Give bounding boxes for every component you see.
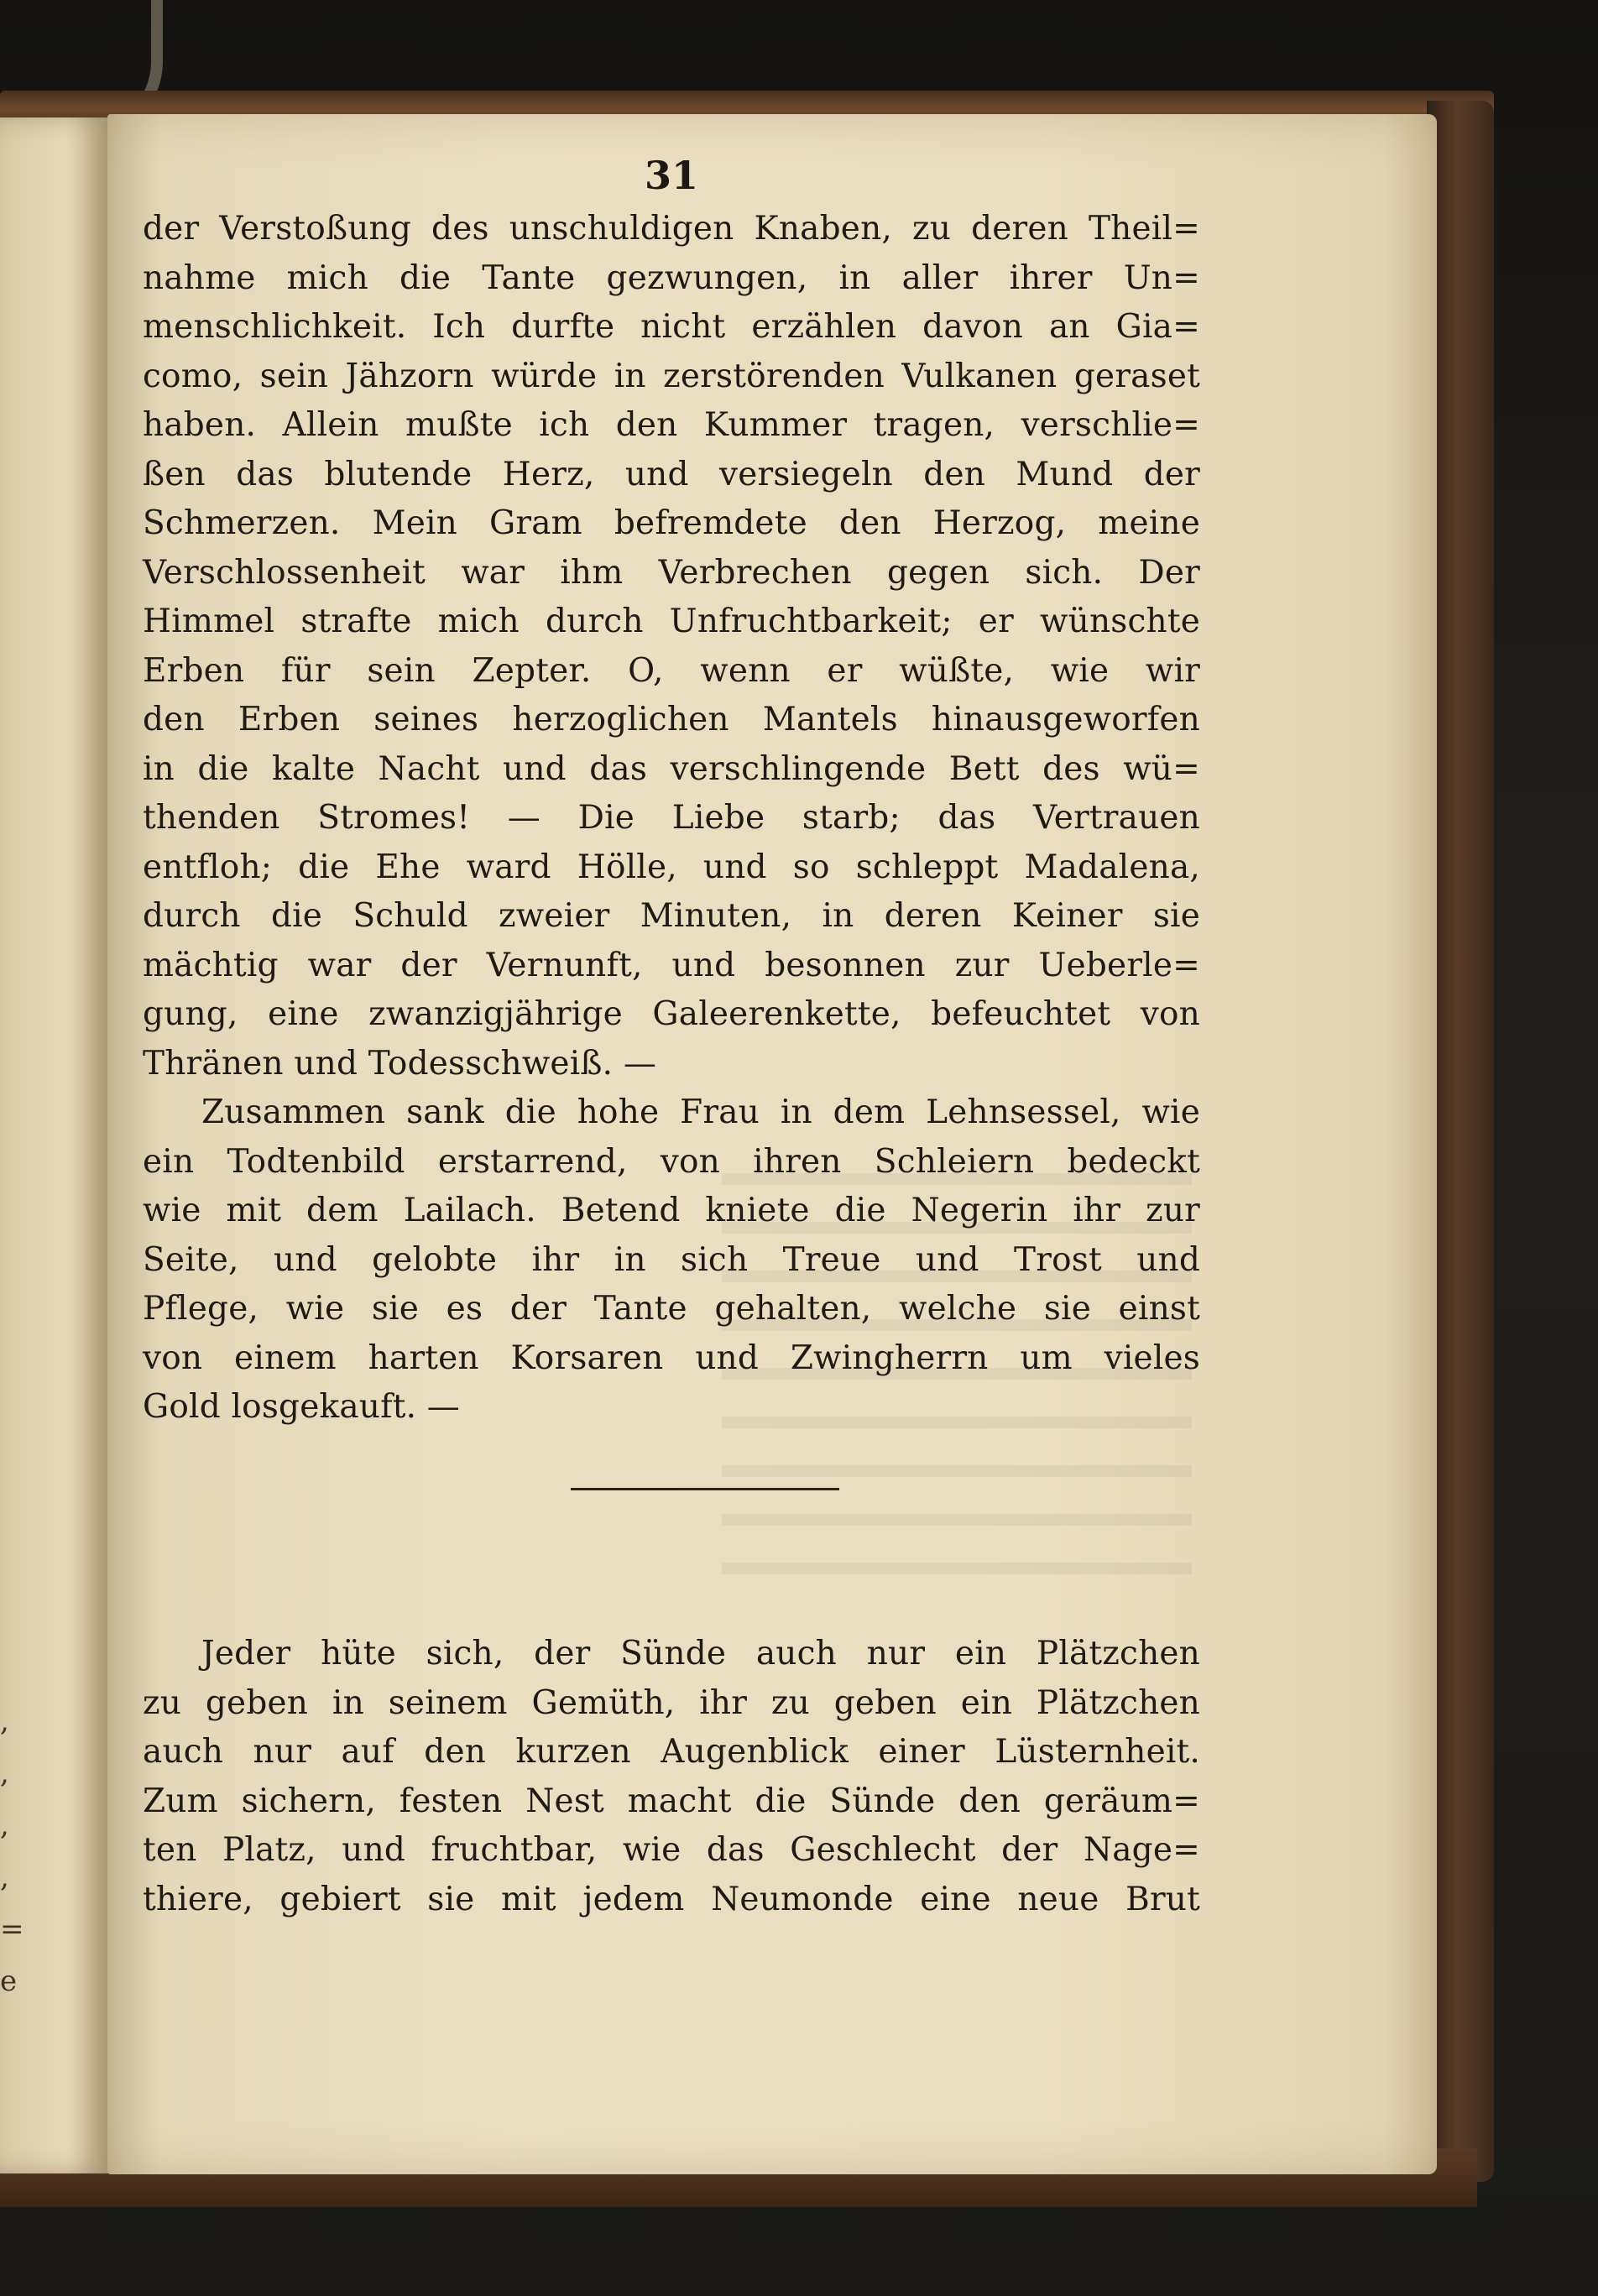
text-line: von einem harten Korsaren und Zwingherrn um vieles	[143, 1338, 1200, 1377]
text-line: auch nur auf den kurzen Augenblick einer Lüsternheit.	[143, 1733, 1200, 1771]
text-line: der Verstoßung des unschuldigen Knaben, zu deren Theil=	[143, 210, 1200, 248]
text-line: zu geben in seinem Gemüth, ihr zu geben ein Plätzchen	[143, 1683, 1200, 1722]
book-cover-right-edge	[1427, 101, 1494, 2182]
text-line: thiere, gebiert sie mit jedem Neumonde eine neue Brut	[143, 1880, 1200, 1918]
text-line: Erben für sein Zepter. O, wenn er wüßte, wie wir	[143, 651, 1200, 690]
text-line: Gold losgekauft. —	[143, 1388, 460, 1426]
text-line: Schmerzen. Mein Gram befremdete den Herzog, meine	[143, 504, 1200, 542]
page-number: 31	[644, 153, 698, 198]
text-line: mächtig war der Vernunft, und besonnen zur Ueberle=	[143, 946, 1200, 984]
text-line: haben. Allein mußte ich den Kummer tragen, verschlie=	[143, 406, 1200, 444]
text-line: den Erben seines herzoglichen Mantels hinausgeworfen	[143, 701, 1200, 738]
text-line: Thränen und Todesschweiß. —	[143, 1044, 657, 1083]
text-line: ßen das blutende Herz, und versiegeln den Mund der	[143, 455, 1200, 493]
text-line: gung, eine zwanzigjährige Galeerenkette, befeuchtet von	[143, 995, 1200, 1033]
upper-text-block	[143, 205, 1200, 1432]
text-line: nahme mich die Tante gezwungen, in aller ihrer Un=	[143, 258, 1200, 297]
left-facing-page	[0, 117, 109, 2173]
text-line: in die kalte Nacht und das verschlingende Bett des wü=	[143, 749, 1200, 788]
lower-text-block	[143, 1630, 1200, 1924]
left-page-edge-marks: , , , , = e	[0, 1704, 24, 1998]
text-line: menschlichkeit. Ich durfte nicht erzählen davon an Gia=	[143, 308, 1200, 346]
text-line: wie mit dem Lailach. Betend kniete die Negerin ihr zur	[143, 1192, 1200, 1229]
text-line: durch die Schuld zweier Minuten, in deren Keiner sie	[143, 897, 1200, 935]
text-line: Himmel strafte mich durch Unfruchtbarkeit; er wünschte	[143, 603, 1200, 640]
text-line: ten Platz, und fruchtbar, wie das Geschlecht der Nage=	[143, 1831, 1200, 1869]
text-line: Seite, und gelobte ihr in sich Treue und Trost und	[143, 1240, 1200, 1279]
section-divider-rule	[571, 1488, 839, 1490]
text-line: Pflege, wie sie es der Tante gehalten, welche sie einst	[143, 1290, 1200, 1328]
text-line: Verschlossenheit war ihm Verbrechen gegen sich. Der	[143, 553, 1200, 592]
text-line: como, sein Jähzorn würde in zerstörenden Vulkanen geraset	[143, 357, 1200, 395]
text-line: Zum sichern, festen Nest macht die Sünde den geräum=	[143, 1782, 1200, 1820]
text-line: entfloh; die Ehe ward Hölle, und so schleppt Madalena,	[143, 848, 1200, 886]
text-line: ein Todtenbild erstarrend, von ihren Schleiern bedeckt	[143, 1142, 1200, 1181]
paragraph-first-line: Jeder hüte sich, der Sünde auch nur ein Plätzchen	[201, 1635, 1200, 1672]
text-line: thenden Stromes! — Die Liebe starb; das Vertrauen	[143, 799, 1200, 837]
paragraph-first-line: Zusammen sank die hohe Frau in dem Lehnsessel, wie	[201, 1093, 1200, 1131]
